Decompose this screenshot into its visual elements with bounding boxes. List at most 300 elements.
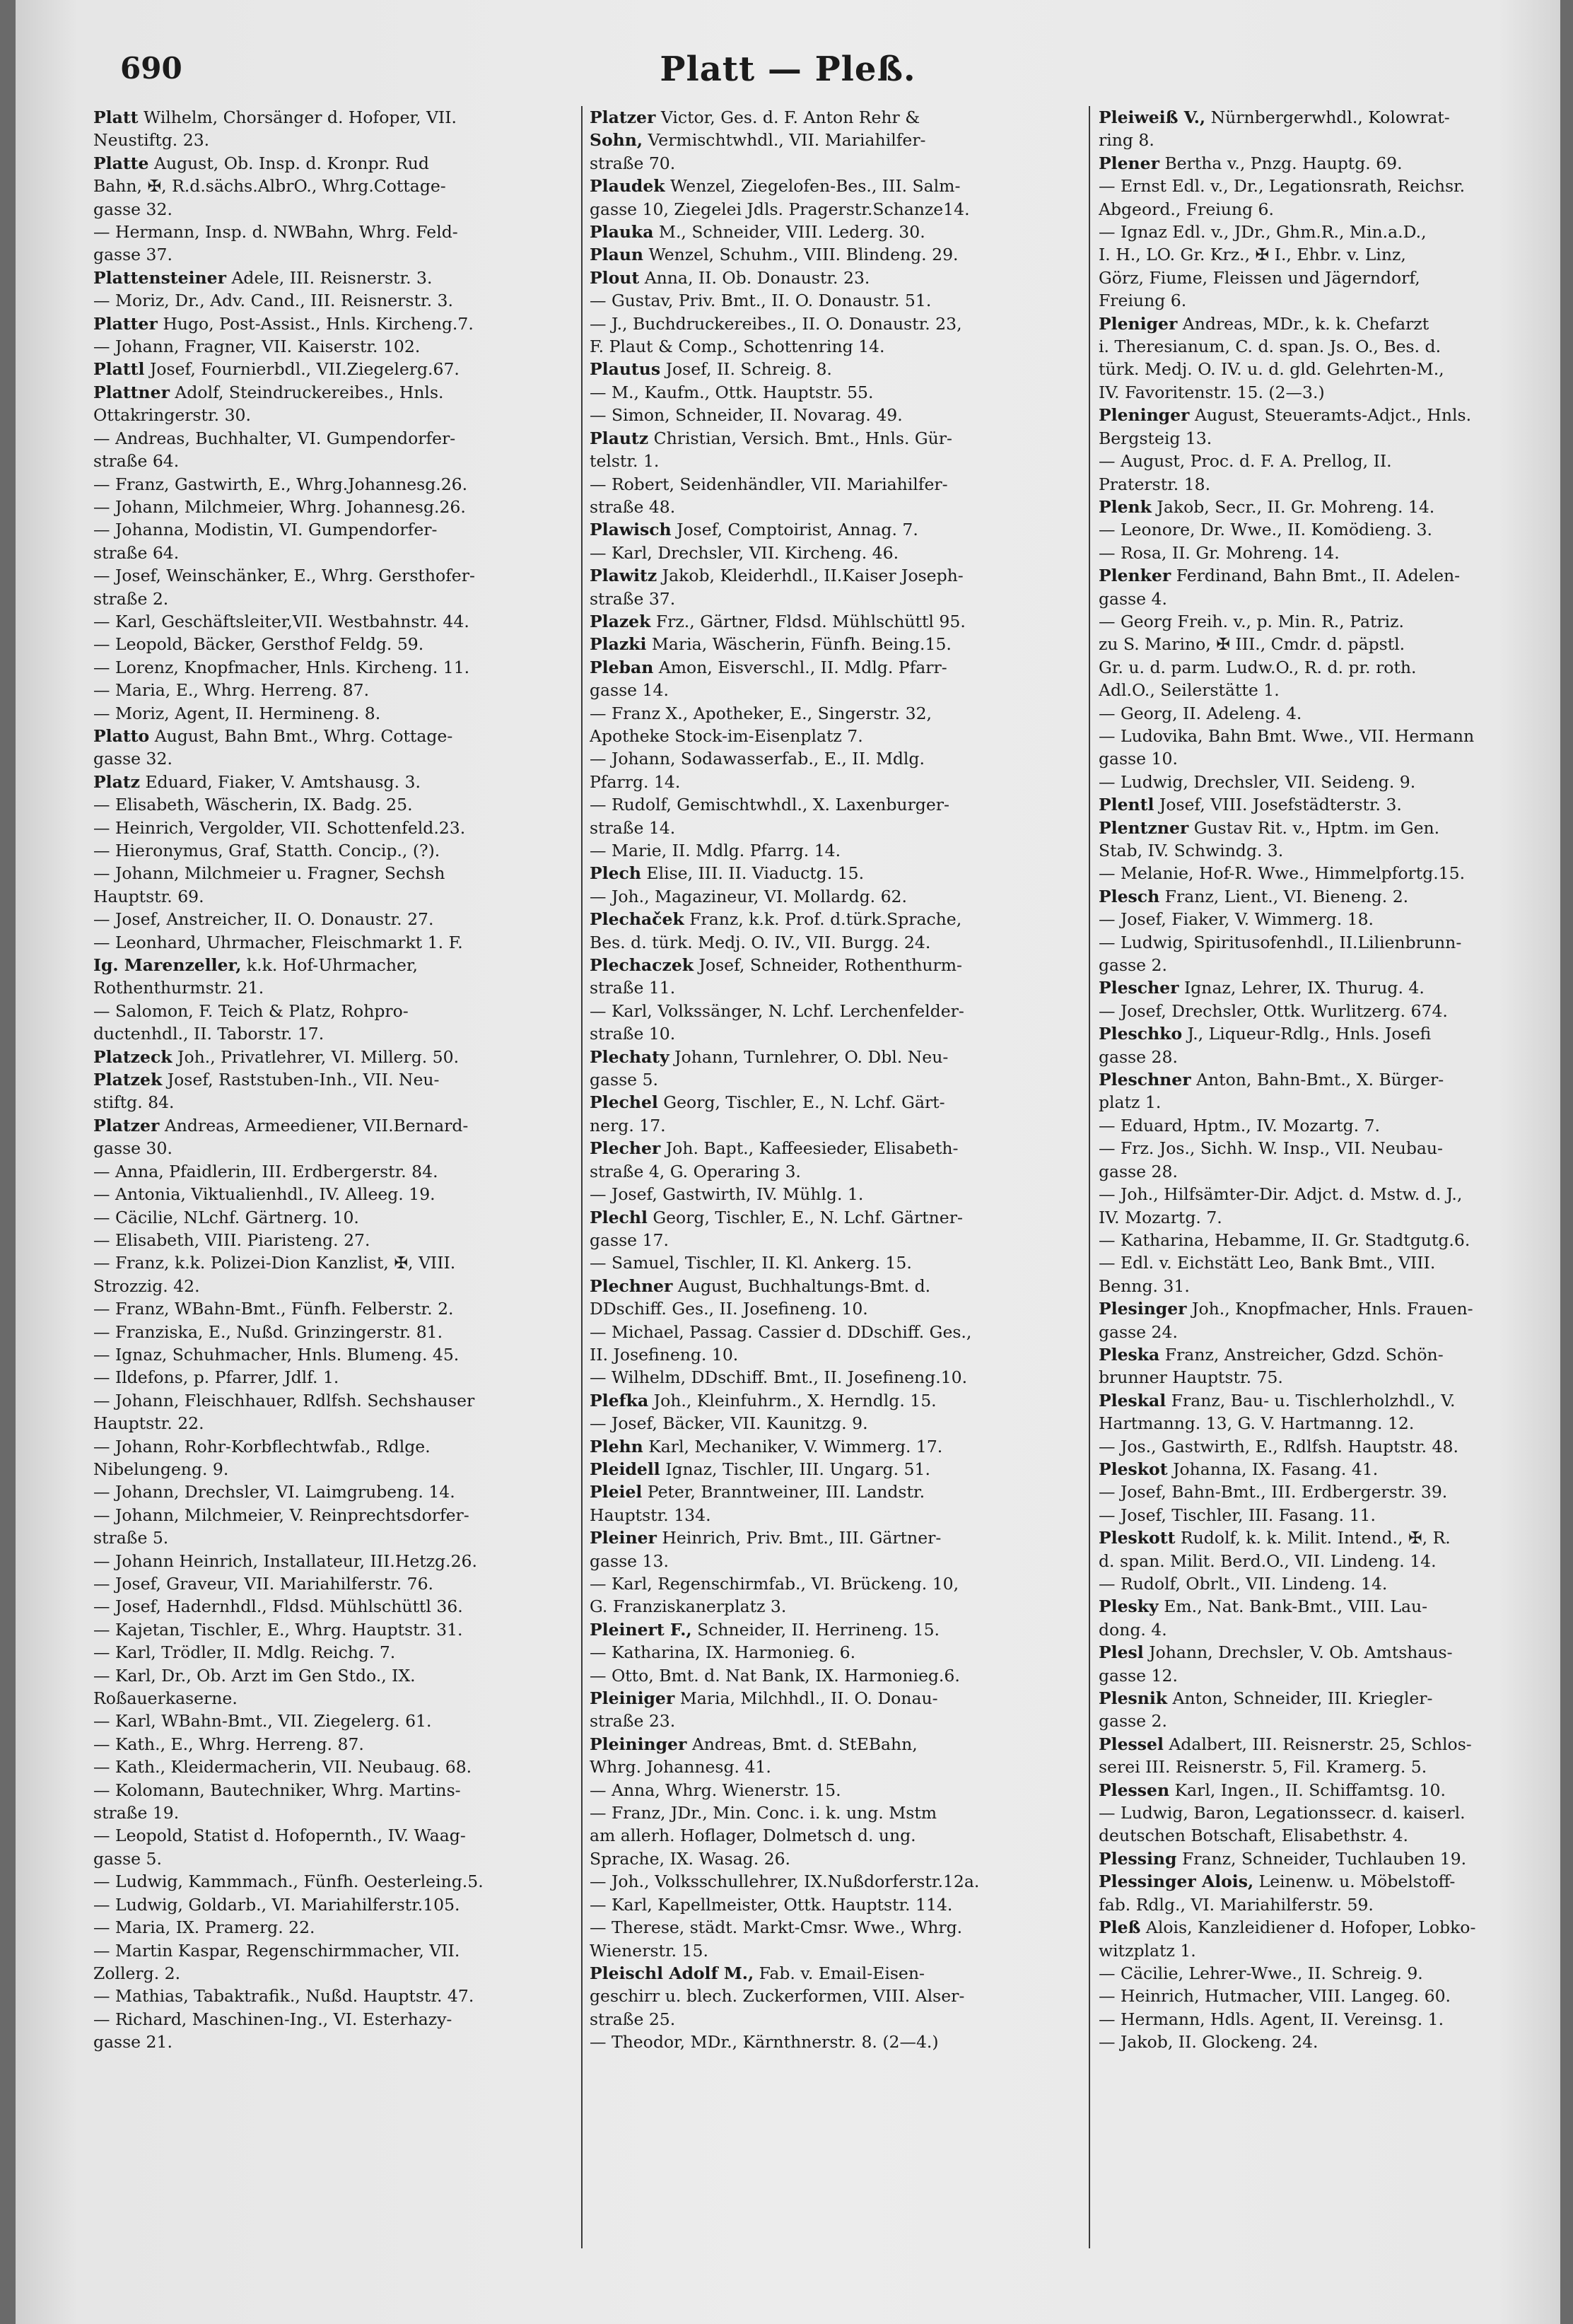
entry-line xyxy=(590,1916,1093,1939)
entry-surname: Platzeck xyxy=(93,1046,172,1067)
entry-text: — Jos., Gastwirth, E., Rdlfsh. Hauptstr. 48. xyxy=(1099,1436,1458,1456)
entry-surname: Platto xyxy=(93,725,150,746)
entry-text: Josef, Comptoirist, Annag. 7. xyxy=(671,520,918,540)
entry-line xyxy=(590,2031,1093,2053)
entry-text: Hauptstr. 69. xyxy=(93,886,204,906)
entry-text: straße 14. xyxy=(590,817,676,838)
entry-text: Rudolf, k. k. Milit. Intend., ✠, R. xyxy=(1175,1528,1451,1548)
entry-line xyxy=(590,152,1093,175)
entry-line xyxy=(93,1091,574,1114)
entry-text: Franz, Bau- u. Tischlerholzhdl., V. xyxy=(1166,1390,1456,1411)
entry-text: — Johann, Fragner, VII. Kaiserstr. 102. xyxy=(93,337,421,357)
entry-surname: Pleischl Adolf M., xyxy=(590,1963,754,1983)
entry-text: Bertha v., Pnzg. Hauptg. 69. xyxy=(1159,153,1403,173)
entry-line xyxy=(590,1229,1093,1251)
entry-text: — Joh., Hilfsämter-Dir. Adjct. d. Mstw. d. J., xyxy=(1099,1184,1463,1205)
entry-line xyxy=(93,496,574,518)
entry-surname: Plechaty xyxy=(590,1046,669,1067)
entry-text: Ottakringerstr. 30. xyxy=(93,405,251,426)
entry-text: — Ludwig, Drechsler, VII. Seideng. 9. xyxy=(1099,771,1416,792)
entry-line xyxy=(93,2008,574,2031)
entry-line xyxy=(93,1756,574,1778)
entry-text: Wienerstr. 15. xyxy=(590,1940,708,1961)
entry-line xyxy=(1099,1893,1565,1916)
entry-text: — Josef, Hadernhdl., Fldsd. Mühlschüttl 36. xyxy=(93,1596,463,1617)
entry-text: Joh., Knopfmacher, Hnls. Frauen- xyxy=(1186,1299,1473,1319)
entry-surname: Platzek xyxy=(93,1070,163,1090)
entry-text: straße 64. xyxy=(93,542,180,563)
entry-text: deutschen Botschaft, Elisabethstr. 4. xyxy=(1099,1826,1409,1846)
entry-line xyxy=(590,198,1093,221)
entry-line xyxy=(93,152,574,175)
entry-text: Johann, Turnlehrer, O. Dbl. Neu- xyxy=(669,1046,949,1067)
entry-line xyxy=(590,289,1093,312)
entry-line xyxy=(1099,817,1565,839)
entry-line xyxy=(590,1412,1093,1435)
entry-text: fab. Rdlg., VI. Mariahilferstr. 59. xyxy=(1099,1894,1374,1915)
entry-text: witzplatz 1. xyxy=(1099,1940,1196,1961)
entry-text: — Leopold, Statist d. Hofopernth., IV. Waag- xyxy=(93,1826,466,1846)
entry-text: — Robert, Seidenhändler, VII. Mariahilfer- xyxy=(590,474,948,494)
entry-line xyxy=(93,862,574,884)
entry-line xyxy=(590,1366,1093,1389)
entry-line xyxy=(93,1000,574,1022)
entry-text: straße 19. xyxy=(93,1803,180,1823)
entry-line xyxy=(93,588,574,610)
entry-line xyxy=(93,702,574,725)
entry-text: — Theodor, MDr., Kärnthnerstr. 8. (2—4.) xyxy=(590,2032,939,2053)
entry-text: — Franz, k.k. Polizei-Dion Kanzlist, ✠, VIII. xyxy=(93,1253,456,1273)
entry-line xyxy=(1099,106,1565,129)
entry-line xyxy=(1099,496,1565,518)
entry-text: — Rosa, II. Gr. Mohreng. 14. xyxy=(1099,542,1340,563)
entry-line xyxy=(93,954,574,976)
entry-line xyxy=(1099,1435,1565,1458)
entry-line xyxy=(1099,1321,1565,1343)
entry-text: Neustiftg. 23. xyxy=(93,130,210,151)
entry-line xyxy=(93,976,574,999)
entry-line xyxy=(1099,1000,1565,1022)
entry-line xyxy=(93,564,574,587)
entry-surname: Plechaczek xyxy=(590,955,694,976)
entry-line xyxy=(590,862,1093,884)
entry-text: Andreas, Armeediener, VII.Bernard- xyxy=(159,1115,469,1135)
entry-surname: Plechner xyxy=(590,1275,673,1296)
entry-line xyxy=(1099,313,1565,335)
entry-line xyxy=(93,1847,574,1870)
entry-surname: Pleskal xyxy=(1099,1390,1166,1411)
entry-surname: Plautz xyxy=(590,428,649,448)
entry-line xyxy=(93,1595,574,1618)
entry-text: Karl, Mechaniker, V. Wimmerg. 17. xyxy=(643,1436,943,1456)
entry-line xyxy=(1099,221,1565,243)
entry-line xyxy=(1099,335,1565,358)
entry-text: d. span. Milit. Berd.O., VII. Lindeng. 14. xyxy=(1099,1551,1437,1571)
entry-line xyxy=(590,1022,1093,1045)
entry-line xyxy=(1099,1297,1565,1320)
entry-line xyxy=(93,931,574,954)
entry-text: gasse 37. xyxy=(93,245,172,265)
entry-text: — Antonia, Viktualienhdl., IV. Alleeg. 19. xyxy=(93,1184,435,1205)
entry-text: — Elisabeth, Wäscherin, IX. Badg. 25. xyxy=(93,795,413,815)
entry-line xyxy=(93,793,574,816)
entry-surname: Pleniger xyxy=(1099,313,1178,334)
entry-text: geschirr u. blech. Zuckerformen, VIII. Alser- xyxy=(590,1986,965,2007)
entry-text: dong. 4. xyxy=(1099,1619,1167,1640)
entry-text: Andreas, MDr., k. k. Chefarzt xyxy=(1177,313,1429,334)
entry-line xyxy=(590,633,1093,655)
entry-line xyxy=(93,1321,574,1343)
entry-line xyxy=(1099,1779,1565,1802)
entry-line xyxy=(1099,1664,1565,1687)
entry-line xyxy=(590,588,1093,610)
entry-line xyxy=(590,747,1093,770)
entry-surname: Plentl xyxy=(1099,795,1154,815)
entry-line xyxy=(590,1847,1093,1870)
entry-text: nerg. 17. xyxy=(590,1115,666,1135)
entry-line xyxy=(590,313,1093,335)
entry-line xyxy=(590,1550,1093,1572)
entry-line xyxy=(93,175,574,197)
entry-text: Adele, III. Reisnerstr. 3. xyxy=(226,267,433,288)
entry-text: — Hermann, Insp. d. NWBahn, Whrg. Feld- xyxy=(93,222,458,243)
column-2 xyxy=(590,106,1093,2296)
entry-text: gasse 2. xyxy=(1099,1711,1167,1732)
entry-surname: Plessing xyxy=(1099,1848,1177,1869)
entry-line xyxy=(590,335,1093,358)
entry-text: — Josef, Fiaker, V. Wimmerg. 18. xyxy=(1099,909,1374,930)
entry-text: — Frz. Jos., Sichh. W. Insp., VII. Neubau- xyxy=(1099,1138,1443,1159)
entry-surname: Plazek xyxy=(590,611,651,631)
entry-line xyxy=(590,1435,1093,1458)
entry-text: — Melanie, Hof-R. Wwe., Himmelpfortg.15. xyxy=(1099,863,1466,884)
entry-text: Em., Nat. Bank-Bmt., VIII. Lau- xyxy=(1158,1596,1428,1617)
entry-line xyxy=(93,1641,574,1664)
entry-line xyxy=(1099,518,1565,541)
entry-text: gasse 4. xyxy=(1099,588,1167,609)
entry-surname: Plazki xyxy=(590,634,647,655)
entry-text: Victor, Ges. d. F. Anton Rehr & xyxy=(655,107,920,127)
entry-text: Adl.O., Seilerstätte 1. xyxy=(1099,680,1280,701)
entry-surname: Pleininger xyxy=(590,1734,687,1754)
entry-text: — Johann, Fleischhauer, Rdlfsh. Sechshauser xyxy=(93,1390,475,1411)
entry-text: — Andreas, Buchhalter, VI. Gumpendorfer- xyxy=(93,428,456,448)
entry-line xyxy=(93,198,574,221)
entry-line xyxy=(1099,885,1565,908)
entry-line xyxy=(590,1526,1093,1549)
entry-text: Georg, Tischler, E., N. Lchf. Gärtner- xyxy=(647,1207,963,1227)
entry-surname: Plech xyxy=(590,863,641,884)
entry-line xyxy=(1099,450,1565,472)
entry-text: — Michael, Passag. Cassier d. DDschiff. Ges., xyxy=(590,1321,972,1342)
entry-text: Christian, Versich. Bmt., Hnls. Gür- xyxy=(648,428,952,448)
entry-line xyxy=(590,1664,1093,1687)
entry-text: — Mathias, Tabaktrafik., Nußd. Hauptstr. 47. xyxy=(93,1986,474,2007)
entry-line xyxy=(1099,1251,1565,1274)
entry-line xyxy=(1099,839,1565,862)
entry-line xyxy=(590,908,1093,930)
entry-text: straße 64. xyxy=(93,451,180,472)
entry-text: Johanna, IX. Fasang. 41. xyxy=(1167,1459,1379,1479)
entry-line xyxy=(1099,358,1565,380)
entry-text: gasse 14. xyxy=(590,680,669,701)
entry-text: Bergsteig 13. xyxy=(1099,428,1212,448)
entry-text: — Heinrich, Hutmacher, VIII. Langeg. 60. xyxy=(1099,1986,1451,2007)
entry-line xyxy=(93,679,574,701)
entry-text: Bahn, ✠, R.d.sächs.AlbrO., Whrg.Cottage- xyxy=(93,176,446,197)
entry-line xyxy=(93,1733,574,1756)
entry-surname: Plesky xyxy=(1099,1596,1159,1617)
entry-line xyxy=(1099,1687,1565,1710)
entry-text: Adolf, Steindruckereibes., Hnls. xyxy=(169,382,444,402)
entry-text: gasse 21. xyxy=(93,2032,172,2053)
entry-surname: Plechel xyxy=(590,1092,658,1113)
entry-text: Gr. u. d. parm. Ludw.O., R. d. pr. roth. xyxy=(1099,657,1417,677)
entry-text: — Josef, Bäcker, VII. Kaunitzg. 9. xyxy=(590,1413,868,1434)
entry-line xyxy=(93,358,574,380)
entry-line xyxy=(590,564,1093,587)
entry-line xyxy=(93,1664,574,1687)
entry-line xyxy=(590,702,1093,725)
entry-line xyxy=(1099,175,1565,197)
entry-text: Johann, Drechsler, V. Ob. Amtshaus- xyxy=(1143,1642,1453,1663)
entry-text: II. Josefineng. 10. xyxy=(590,1344,739,1365)
entry-surname: Plauka xyxy=(590,222,654,243)
entry-line xyxy=(590,954,1093,976)
entry-line xyxy=(590,1962,1093,1985)
entry-line xyxy=(93,404,574,426)
entry-text: Wenzel, Ziegelofen-Bes., III. Salm- xyxy=(665,176,961,197)
entry-surname: Platt xyxy=(93,107,139,127)
entry-surname: Platzer xyxy=(93,1115,160,1135)
entry-line xyxy=(590,1481,1093,1503)
entry-line xyxy=(1099,588,1565,610)
entry-line xyxy=(1099,1275,1565,1297)
entry-line xyxy=(1099,1504,1565,1526)
entry-line xyxy=(1099,564,1565,587)
entry-text: — Josef, Anstreicher, II. O. Donaustr. 27. xyxy=(93,909,434,930)
entry-text: — Samuel, Tischler, II. Kl. Ankerg. 15. xyxy=(590,1253,912,1273)
entry-text: — Richard, Maschinen-Ing., VI. Esterhazy- xyxy=(93,2009,452,2029)
page-number: 690 xyxy=(120,51,182,86)
entry-text: ring 8. xyxy=(1099,130,1154,151)
entry-text: Fab. v. Email-Eisen- xyxy=(754,1963,925,1983)
entry-text: Peter, Branntweiner, III. Landstr. xyxy=(642,1482,925,1502)
entry-text: — J., Buchdruckereibes., II. O. Donaustr. 23, xyxy=(590,313,962,334)
entry-line xyxy=(590,1756,1093,1778)
entry-line xyxy=(590,839,1093,862)
entry-text: Zollerg. 2. xyxy=(93,1963,181,1983)
entry-line xyxy=(93,1229,574,1251)
entry-line xyxy=(1099,1046,1565,1068)
entry-text: straße 23. xyxy=(590,1711,676,1732)
entry-line xyxy=(590,1824,1093,1847)
entry-line xyxy=(1099,1962,1565,1985)
running-head: Platt — Pleß. xyxy=(660,49,916,89)
entry-surname: Plessel xyxy=(1099,1734,1164,1754)
entry-text: Jakob, Kleiderhdl., II.Kaiser Joseph- xyxy=(657,566,964,586)
entry-line xyxy=(1099,1916,1565,1939)
entry-line xyxy=(1099,1206,1565,1229)
entry-line xyxy=(1099,954,1565,976)
entry-line xyxy=(93,1114,574,1137)
entry-line xyxy=(93,1550,574,1572)
entry-surname: Pleiniger xyxy=(590,1688,675,1709)
entry-line xyxy=(93,1297,574,1320)
entry-line xyxy=(93,1504,574,1526)
entry-surname: Pleiel xyxy=(590,1482,643,1502)
entry-line xyxy=(1099,862,1565,884)
entry-text: stiftg. 84. xyxy=(93,1092,175,1113)
entry-text: Joh., Kleinfuhrm., X. Herndlg. 15. xyxy=(648,1390,937,1411)
entry-text: — Marie, II. Mdlg. Pfarrg. 14. xyxy=(590,841,841,860)
entry-text: serei III. Reisnerstr. 5, Fil. Kramerg. 5. xyxy=(1099,1757,1427,1777)
entry-text: Bes. d. türk. Medj. O. IV., VII. Burgg. 24. xyxy=(590,932,931,952)
entry-text: — Hermann, Hdls. Agent, II. Vereinsg. 1. xyxy=(1099,2009,1444,2029)
entry-text: Rothenthurmstr. 21. xyxy=(93,978,264,998)
entry-line xyxy=(590,243,1093,266)
entry-line xyxy=(1099,404,1565,426)
entry-text: gasse 30. xyxy=(93,1138,172,1159)
entry-line xyxy=(93,1916,574,1939)
entry-text: — Leonore, Dr. Wwe., II. Komödieng. 3. xyxy=(1099,520,1433,540)
entry-line xyxy=(93,1939,574,1962)
entry-text: — Joh., Volksschullehrer, IX.Nußdorferstr.12a. xyxy=(590,1872,980,1892)
entry-surname: Plechl xyxy=(590,1207,648,1227)
entry-text: gasse 28. xyxy=(1099,1161,1178,1181)
entry-text: — Salomon, F. Teich & Platz, Rohpro- xyxy=(93,1000,409,1021)
entry-text: — Kajetan, Tischler, E., Whrg. Hauptstr. 31. xyxy=(93,1619,463,1640)
entry-text: türk. Medj. O. IV. u. d. gld. Gelehrten-M., xyxy=(1099,359,1444,380)
entry-surname: Plesnik xyxy=(1099,1688,1168,1709)
entry-line xyxy=(590,976,1093,999)
entry-surname: Plessen xyxy=(1099,1780,1170,1800)
entry-text: — Elisabeth, VIII. Piaristeng. 27. xyxy=(93,1230,370,1250)
entry-text: Leinenw. u. Möbelstoff- xyxy=(1253,1872,1456,1892)
entry-text: — Simon, Schneider, II. Novarag. 49. xyxy=(590,405,903,426)
entry-text: Wilhelm, Chorsänger d. Hofoper, VII. xyxy=(138,107,457,127)
entry-line xyxy=(1099,1733,1565,1756)
entry-line xyxy=(93,610,574,633)
entry-line xyxy=(93,1618,574,1641)
entry-line xyxy=(590,610,1093,633)
entry-text: zu S. Marino, ✠ III., Cmdr. d. päpstl. xyxy=(1099,634,1405,655)
entry-text: Maria, Milchhdl., II. O. Donau- xyxy=(674,1688,938,1709)
entry-text: gasse 2. xyxy=(1099,955,1167,976)
entry-text: — Anna, Whrg. Wienerstr. 15. xyxy=(590,1780,841,1800)
entry-text: Josef, Fournierbdl., VII.Ziegelerg.67. xyxy=(144,359,460,380)
entry-line xyxy=(93,1068,574,1091)
entry-text: Abgeord., Freiung 6. xyxy=(1099,199,1274,219)
entry-line xyxy=(590,817,1093,839)
entry-line xyxy=(93,633,574,655)
entry-line xyxy=(590,473,1093,496)
entry-line xyxy=(1099,2031,1565,2053)
entry-line xyxy=(1099,702,1565,725)
entry-surname: Plentzner xyxy=(1099,817,1189,838)
entry-text: Wenzel, Schuhm., VIII. Blindeng. 29. xyxy=(643,245,959,265)
entry-line xyxy=(590,1183,1093,1205)
entry-line xyxy=(1099,679,1565,701)
entry-line xyxy=(590,1321,1093,1343)
entry-line xyxy=(590,106,1093,129)
entry-line xyxy=(1099,1343,1565,1366)
entry-text: Görz, Fiume, Fleissen und Jägerndorf, xyxy=(1099,267,1420,288)
entry-text: — Moriz, Agent, II. Hermineng. 8. xyxy=(93,703,381,723)
entry-surname: Pleninger xyxy=(1099,405,1190,426)
entry-text: — Ludwig, Goldarb., VI. Mariahilferstr.105. xyxy=(93,1894,460,1915)
entry-surname: Plener xyxy=(1099,153,1159,173)
entry-text: — Katharina, IX. Harmonieg. 6. xyxy=(590,1642,856,1663)
entry-text: Josef, Raststuben-Inh., VII. Neu- xyxy=(162,1070,440,1090)
entry-text: Nibelungeng. 9. xyxy=(93,1459,229,1479)
entry-line xyxy=(93,1366,574,1389)
entry-text: Anton, Schneider, III. Kriegler- xyxy=(1167,1688,1433,1709)
entry-text: Jakob, Secr., II. Gr. Mohreng. 14. xyxy=(1151,496,1435,517)
entry-line xyxy=(93,473,574,496)
entry-line xyxy=(1099,1550,1565,1572)
entry-text: Joh. Bapt., Kaffeesieder, Elisabeth- xyxy=(660,1138,959,1159)
entry-text: k.k. Hof-Uhrmacher, xyxy=(241,955,419,976)
entry-surname: Pleskot xyxy=(1099,1459,1168,1479)
entry-line xyxy=(590,175,1093,197)
entry-text: August, Steueramts-Adjct., Hnls. xyxy=(1189,405,1472,426)
entry-line xyxy=(590,1343,1093,1366)
entry-text: — Maria, IX. Pramerg. 22. xyxy=(93,1917,315,1938)
entry-text: — Ignaz Edl. v., JDr., Ghm.R., Min.a.D., xyxy=(1099,222,1427,243)
entry-text: — Josef, Gastwirth, IV. Mühlg. 1. xyxy=(590,1184,864,1205)
entry-text: — Georg, II. Adeleng. 4. xyxy=(1099,703,1302,723)
entry-text: — Johann, Milchmeier, V. Reinprechtsdorfer- xyxy=(93,1505,469,1525)
entry-line xyxy=(93,1526,574,1549)
entry-surname: Pleiweiß V., xyxy=(1099,107,1206,127)
entry-line xyxy=(1099,976,1565,999)
entry-line xyxy=(590,771,1093,793)
entry-line xyxy=(590,404,1093,426)
entry-text: gasse 5. xyxy=(93,1848,162,1869)
entry-text: — Edl. v. Eichstätt Leo, Bank Bmt., VIII. xyxy=(1099,1253,1436,1273)
entry-text: — Lorenz, Knopfmacher, Hnls. Kircheng. 11. xyxy=(93,657,470,677)
entry-surname: Plehn xyxy=(590,1436,643,1456)
entry-text: — Josef, Graveur, VII. Mariahilferstr. 76. xyxy=(93,1574,434,1594)
entry-line xyxy=(93,1572,574,1595)
entry-line xyxy=(1099,1389,1565,1412)
entry-text: — Franz, WBahn-Bmt., Fünfh. Felberstr. 2. xyxy=(93,1299,454,1319)
entry-text: — Karl, WBahn-Bmt., VII. Ziegelerg. 61. xyxy=(93,1711,432,1732)
entry-line xyxy=(1099,473,1565,496)
entry-text: Josef, II. Schreig. 8. xyxy=(660,359,832,380)
entry-line xyxy=(590,1206,1093,1229)
entry-surname: Plesl xyxy=(1099,1642,1144,1663)
entry-text: straße 2. xyxy=(93,588,169,609)
entry-surname: Pleinert F., xyxy=(590,1619,692,1640)
entry-text: Sprache, IX. Wasag. 26. xyxy=(590,1848,791,1869)
entry-surname: Plesinger xyxy=(1099,1299,1187,1319)
entry-text: — Karl, Volkssänger, N. Lchf. Lerchenfelder- xyxy=(590,1000,964,1021)
entry-line xyxy=(1099,747,1565,770)
entry-surname: Plout xyxy=(590,267,640,288)
entry-text: Maria, Wäscherin, Fünfh. Being.15. xyxy=(646,634,952,655)
entry-text: Pfarrg. 14. xyxy=(590,771,681,792)
entry-text: — Karl, Dr., Ob. Arzt im Gen Stdo., IX. xyxy=(93,1665,416,1686)
entry-line xyxy=(1099,1641,1565,1664)
entry-line xyxy=(93,656,574,679)
entry-text: Elise, III. II. Viaductg. 15. xyxy=(641,863,865,884)
entry-surname: Plattensteiner xyxy=(93,267,226,288)
entry-text: — Kath., E., Whrg. Herreng. 87. xyxy=(93,1734,364,1754)
entry-text: August, Bahn Bmt., Whrg. Cottage- xyxy=(149,725,453,746)
entry-line xyxy=(1099,908,1565,930)
